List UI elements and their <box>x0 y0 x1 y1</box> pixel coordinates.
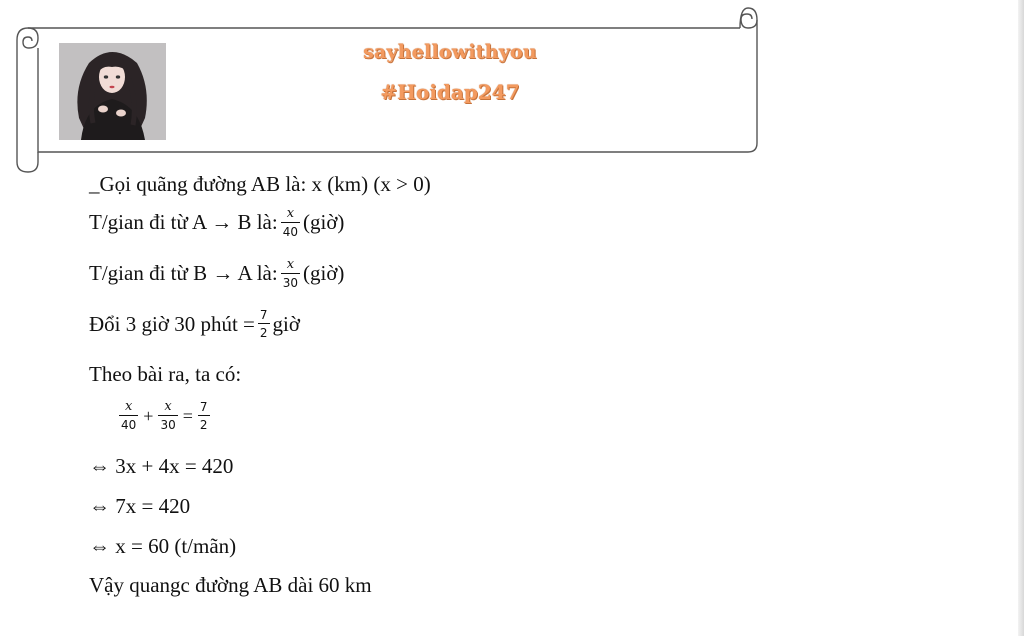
banner-username: sayhellowithyou <box>363 41 537 63</box>
line-time-a-to-b <box>89 207 344 238</box>
line-step-combine: ⇔ 3x + 4x = 420 <box>89 454 234 478</box>
page-right-edge <box>1018 0 1024 636</box>
avatar-girl-icon <box>59 43 166 140</box>
banner-hashtag: #Hoidap247 <box>380 80 520 104</box>
equation-main <box>116 400 213 431</box>
line-time-b-to-a-label: T/gian đi từ B → A là: <box>89 261 278 285</box>
equation-plus: + <box>143 405 154 426</box>
line-convert-time-label: Đổi 3 giờ 30 phút = <box>89 311 255 336</box>
line-step-solve: ⇔ x = 60 (t/mãn) <box>89 534 237 558</box>
equation-fraction-x-over-40: $\frac{x}{40}$ <box>121 399 137 432</box>
line-convert-time <box>89 309 300 339</box>
equation-fraction-7-over-2: $\frac{7}{2}$ <box>199 399 208 432</box>
line-step-simplify: ⇔ 7x = 420 <box>89 494 191 518</box>
fraction-x-over-40: $\frac{x}{40}$ <box>282 206 298 239</box>
line-convert-time-unit: giờ <box>272 311 300 336</box>
avatar <box>59 43 166 140</box>
equation-fraction-x-over-30: $\frac{x}{30}$ <box>160 399 176 432</box>
equation-equals: = <box>182 405 193 426</box>
scroll-banner <box>0 0 770 180</box>
line-setup: Theo bài ra, ta có: <box>89 362 242 386</box>
line-conclusion: Vậy quangc đường AB dài 60 km <box>89 573 372 597</box>
fraction-7-over-2: $\frac{7}{2}$ <box>259 308 268 340</box>
line-define-ab: _Gọi quãng đường AB là: x (km) (x > 0) <box>89 172 431 196</box>
line-time-b-to-a-unit: (giờ) <box>303 261 345 285</box>
line-time-a-to-b-label: T/gian đi từ A → B là: <box>89 210 278 234</box>
line-time-a-to-b-unit: (giờ) <box>303 210 345 234</box>
fraction-x-over-30: $\frac{x}{30}$ <box>282 257 298 290</box>
line-time-b-to-a <box>89 258 344 289</box>
